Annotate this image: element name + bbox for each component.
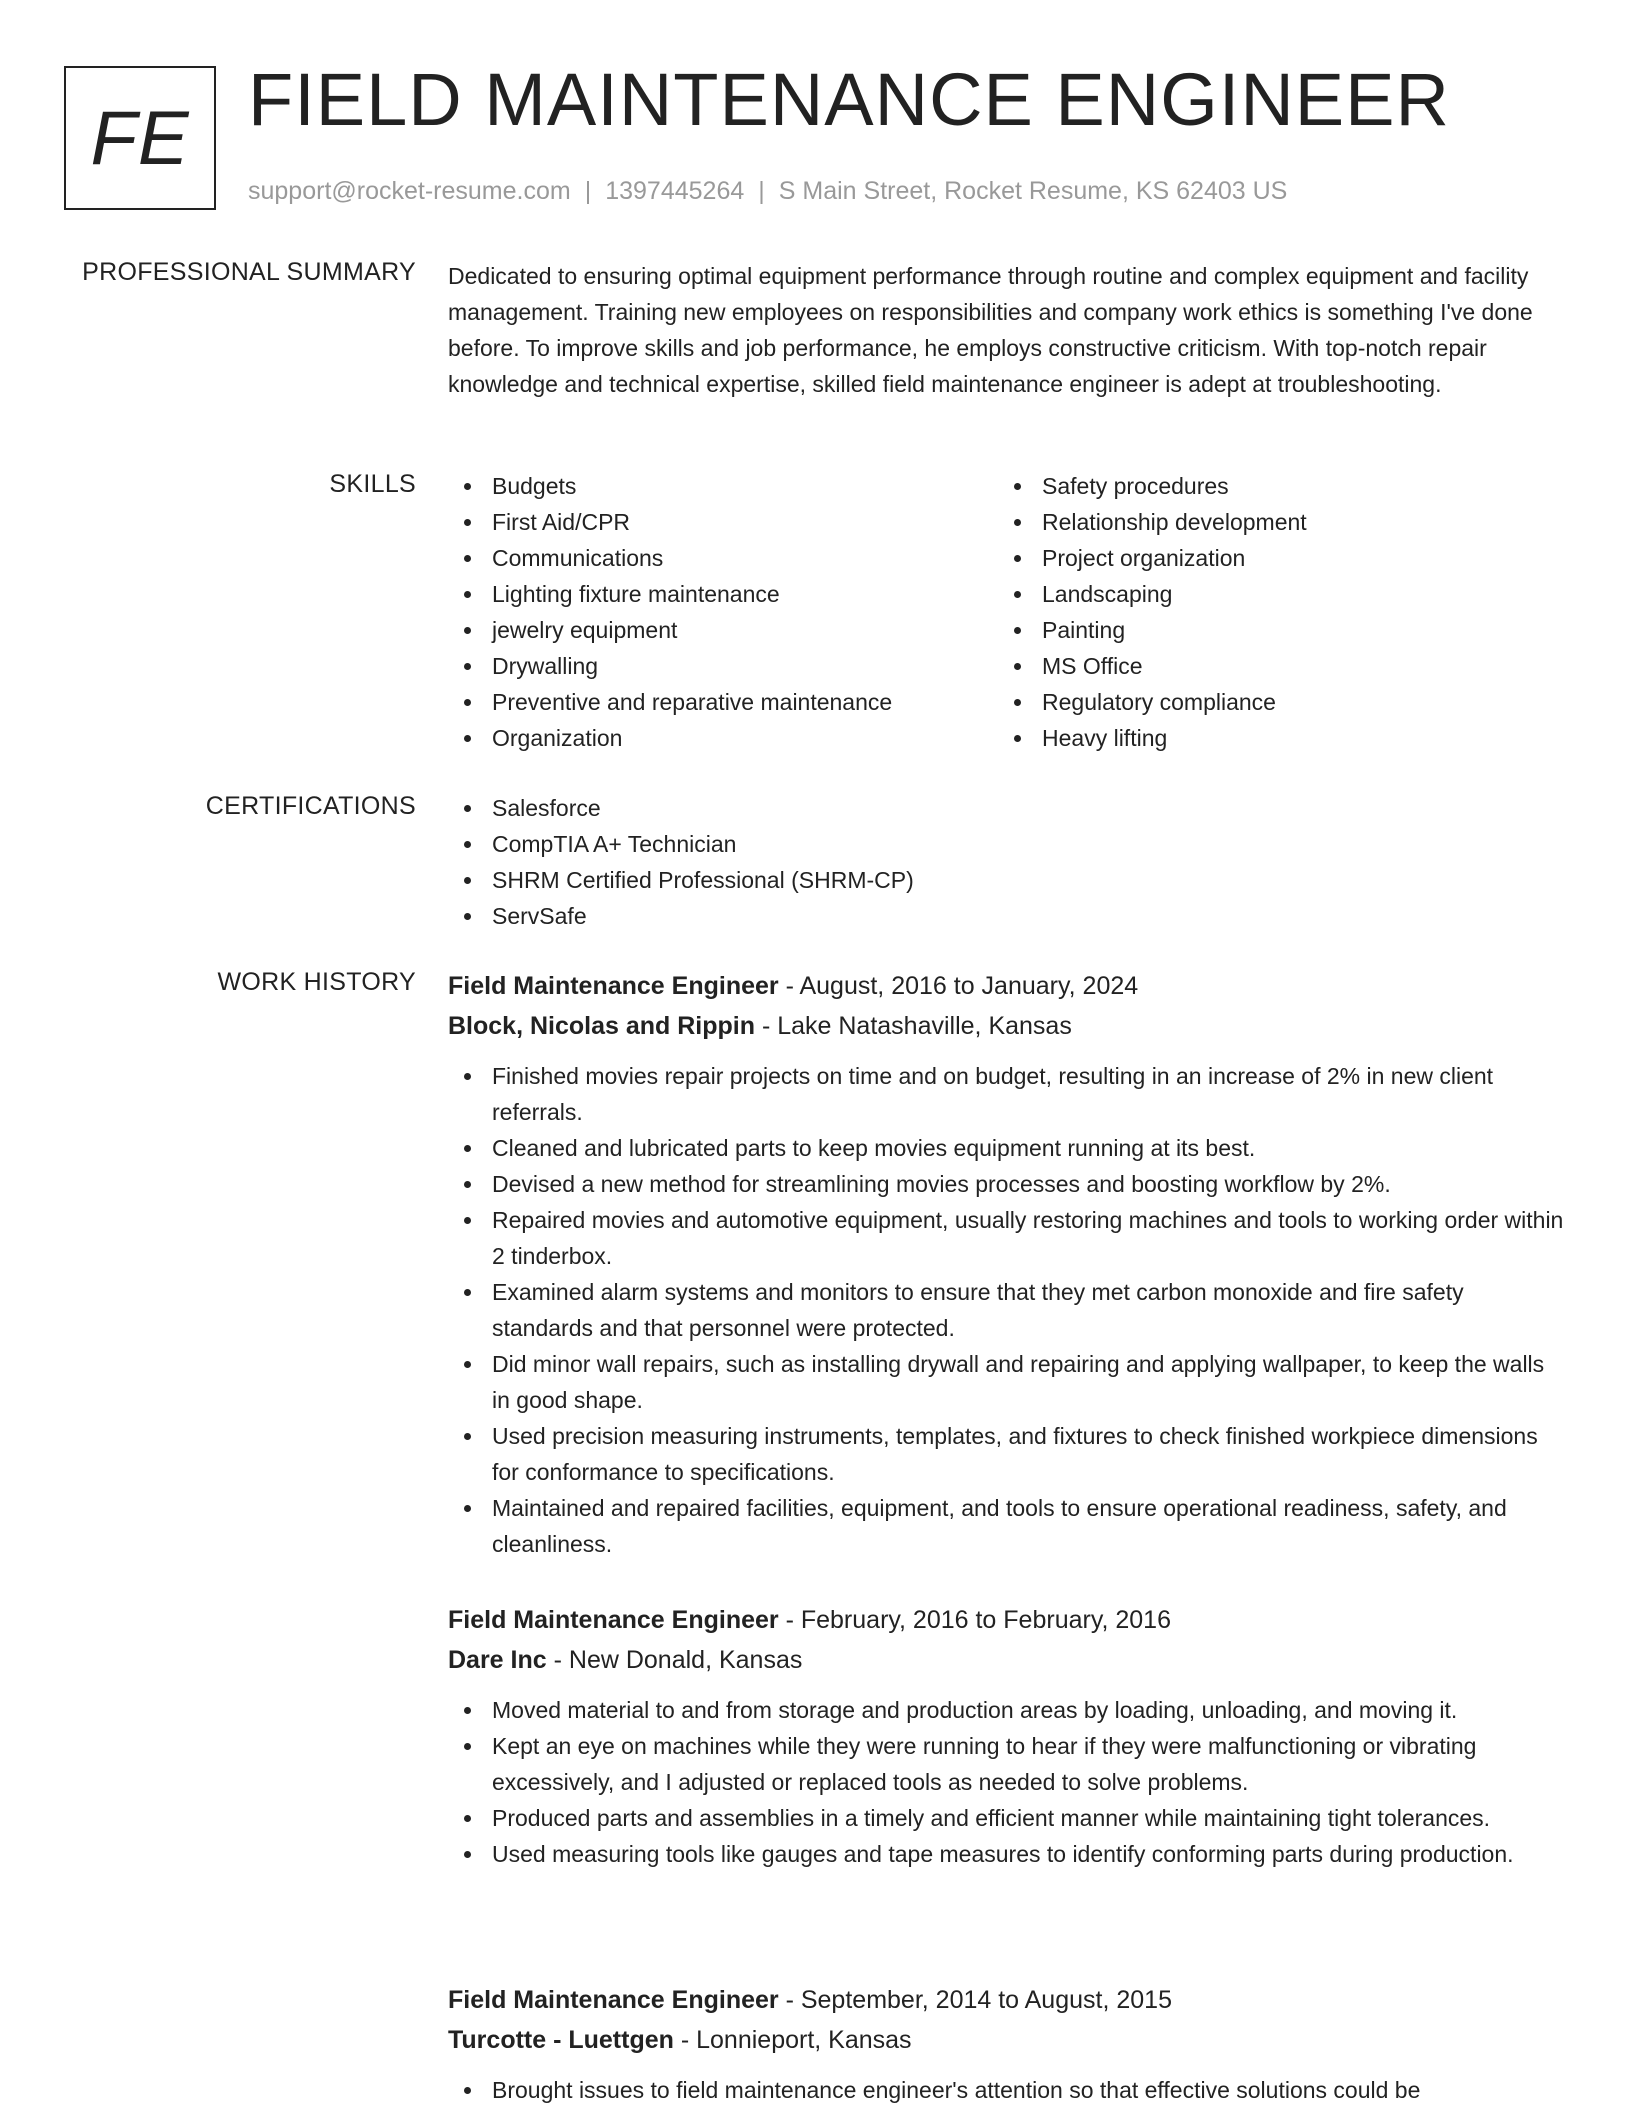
skill-item: Painting [998, 612, 1538, 648]
job-title: Field Maintenance Engineer [448, 1606, 779, 1634]
job-duty: Repaired movies and automotive equipment, usually restoring machines and tools to working order within 2 tinderbox. [448, 1202, 1568, 1274]
job-duty: Finished movies repair projects on time and on budget, resulting in an increase of 2% in new client referrals. [448, 1058, 1568, 1130]
job-entry [448, 966, 1568, 1562]
job-company: Dare Inc [448, 1646, 547, 1674]
resume-title: FIELD MAINTENANCE ENGINEER [248, 58, 1450, 141]
section-label-summary: PROFESSIONAL SUMMARY [82, 258, 416, 286]
skill-item: Communications [448, 540, 988, 576]
monogram-initials: FE [90, 95, 190, 181]
job-dates: - August, 2016 to January, 2024 [778, 972, 1139, 1000]
skill-item: Heavy lifting [998, 720, 1538, 756]
job-duty: Moved material to and from storage and production areas by loading, unloading, and moving it. [448, 1692, 1568, 1728]
skill-item: Relationship development [998, 504, 1538, 540]
job-duty: Produced parts and assemblies in a timely and efficient manner while maintaining tight tolerances. [448, 1800, 1568, 1836]
job-heading [448, 1600, 1568, 1640]
job-entry [448, 1980, 1568, 2108]
job-employer [448, 1006, 1568, 1046]
job-duty: Maintained and repaired facilities, equipment, and tools to ensure operational readiness, safety, and cleanliness. [448, 1490, 1568, 1562]
job-heading [448, 1980, 1568, 2020]
certifications-list [448, 790, 1568, 934]
section-label-skills: SKILLS [329, 470, 416, 498]
skill-item: Preventive and reparative maintenance [448, 684, 988, 720]
skills-list-right [998, 468, 1538, 756]
certification-item: Salesforce [448, 790, 1568, 826]
contact-separator: | [584, 177, 592, 205]
contact-email[interactable]: support@rocket-resume.com [248, 177, 571, 205]
job-duty: Devised a new method for streamlining movies processes and boosting workflow by 2%. [448, 1166, 1568, 1202]
skill-item: Budgets [448, 468, 988, 504]
job-title: Field Maintenance Engineer [448, 1986, 779, 2014]
job-employer [448, 2020, 1568, 2060]
job-heading [448, 966, 1568, 1006]
job-employer [448, 1640, 1568, 1680]
skill-item: Safety procedures [998, 468, 1538, 504]
skill-item: Lighting fixture maintenance [448, 576, 988, 612]
job-company: Block, Nicolas and Rippin [448, 1012, 755, 1040]
job-duties-list [448, 1692, 1568, 1872]
skill-item: MS Office [998, 648, 1538, 684]
monogram-box [64, 66, 216, 210]
summary-text: Dedicated to ensuring optimal equipment performance through routine and complex equipment and facility management. Training new employees on responsibilities and company work ethics is something I've done before. To improve skills and job performance, he employs constructive criticism. With top-notch repair knowledge and technical expertise, skilled field maintenance engineer is adept at troubleshooting. [448, 263, 1533, 397]
skills-grid [448, 468, 1568, 768]
job-duty: Used measuring tools like gauges and tape measures to identify conforming parts during production. [448, 1836, 1568, 1872]
job-duty: Cleaned and lubricated parts to keep movies equipment running at its best. [448, 1130, 1568, 1166]
job-location: - Lonnieport, Kansas [673, 2026, 912, 2054]
skill-item: Landscaping [998, 576, 1538, 612]
section-label-certifications: CERTIFICATIONS [205, 792, 416, 820]
contact-separator: | [758, 177, 765, 205]
job-duty: Brought issues to field maintenance engineer's attention so that effective solutions could be [448, 2072, 1568, 2108]
contact-line [248, 174, 1287, 208]
job-title: Field Maintenance Engineer [448, 972, 779, 1000]
job-duty: Used precision measuring instruments, templates, and fixtures to check finished workpiece dimensions for conformance to specifications. [448, 1418, 1568, 1490]
skill-item: First Aid/CPR [448, 504, 988, 540]
skill-item: Project organization [998, 540, 1538, 576]
contact-phone[interactable]: 1397445264 [605, 177, 745, 205]
job-dates: - February, 2016 to February, 2016 [778, 1606, 1171, 1634]
contact-address: S Main Street, Rocket Resume, KS 62403 US [778, 177, 1288, 205]
job-duty: Kept an eye on machines while they were running to hear if they were malfunctioning or vibrating excessively, and I adjusted or replaced tools as needed to solve problems. [448, 1728, 1568, 1800]
job-company: Turcotte - Luettgen [448, 2026, 674, 2054]
job-duty: Examined alarm systems and monitors to ensure that they met carbon monoxide and fire safety standards and that personnel were protected. [448, 1274, 1568, 1346]
skill-item: Organization [448, 720, 988, 756]
certification-item: SHRM Certified Professional (SHRM-CP) [448, 862, 1568, 898]
job-duties-list [448, 2072, 1568, 2108]
job-duty: Did minor wall repairs, such as installing drywall and repairing and applying wallpaper, to keep the walls in good shape. [448, 1346, 1568, 1418]
job-location: - New Donald, Kansas [546, 1646, 803, 1674]
job-location: - Lake Natashaville, Kansas [755, 1012, 1072, 1040]
certification-item: ServSafe [448, 898, 1568, 934]
skill-item: jewelry equipment [448, 612, 988, 648]
job-entry [448, 1600, 1568, 1872]
job-duties-list [448, 1058, 1568, 1562]
certification-item: CompTIA A+ Technician [448, 826, 1568, 862]
job-dates: - September, 2014 to August, 2015 [778, 1986, 1172, 2014]
skill-item: Regulatory compliance [998, 684, 1538, 720]
skill-item: Drywalling [448, 648, 988, 684]
skills-list-left [448, 468, 988, 756]
section-label-work-history: WORK HISTORY [217, 968, 416, 996]
